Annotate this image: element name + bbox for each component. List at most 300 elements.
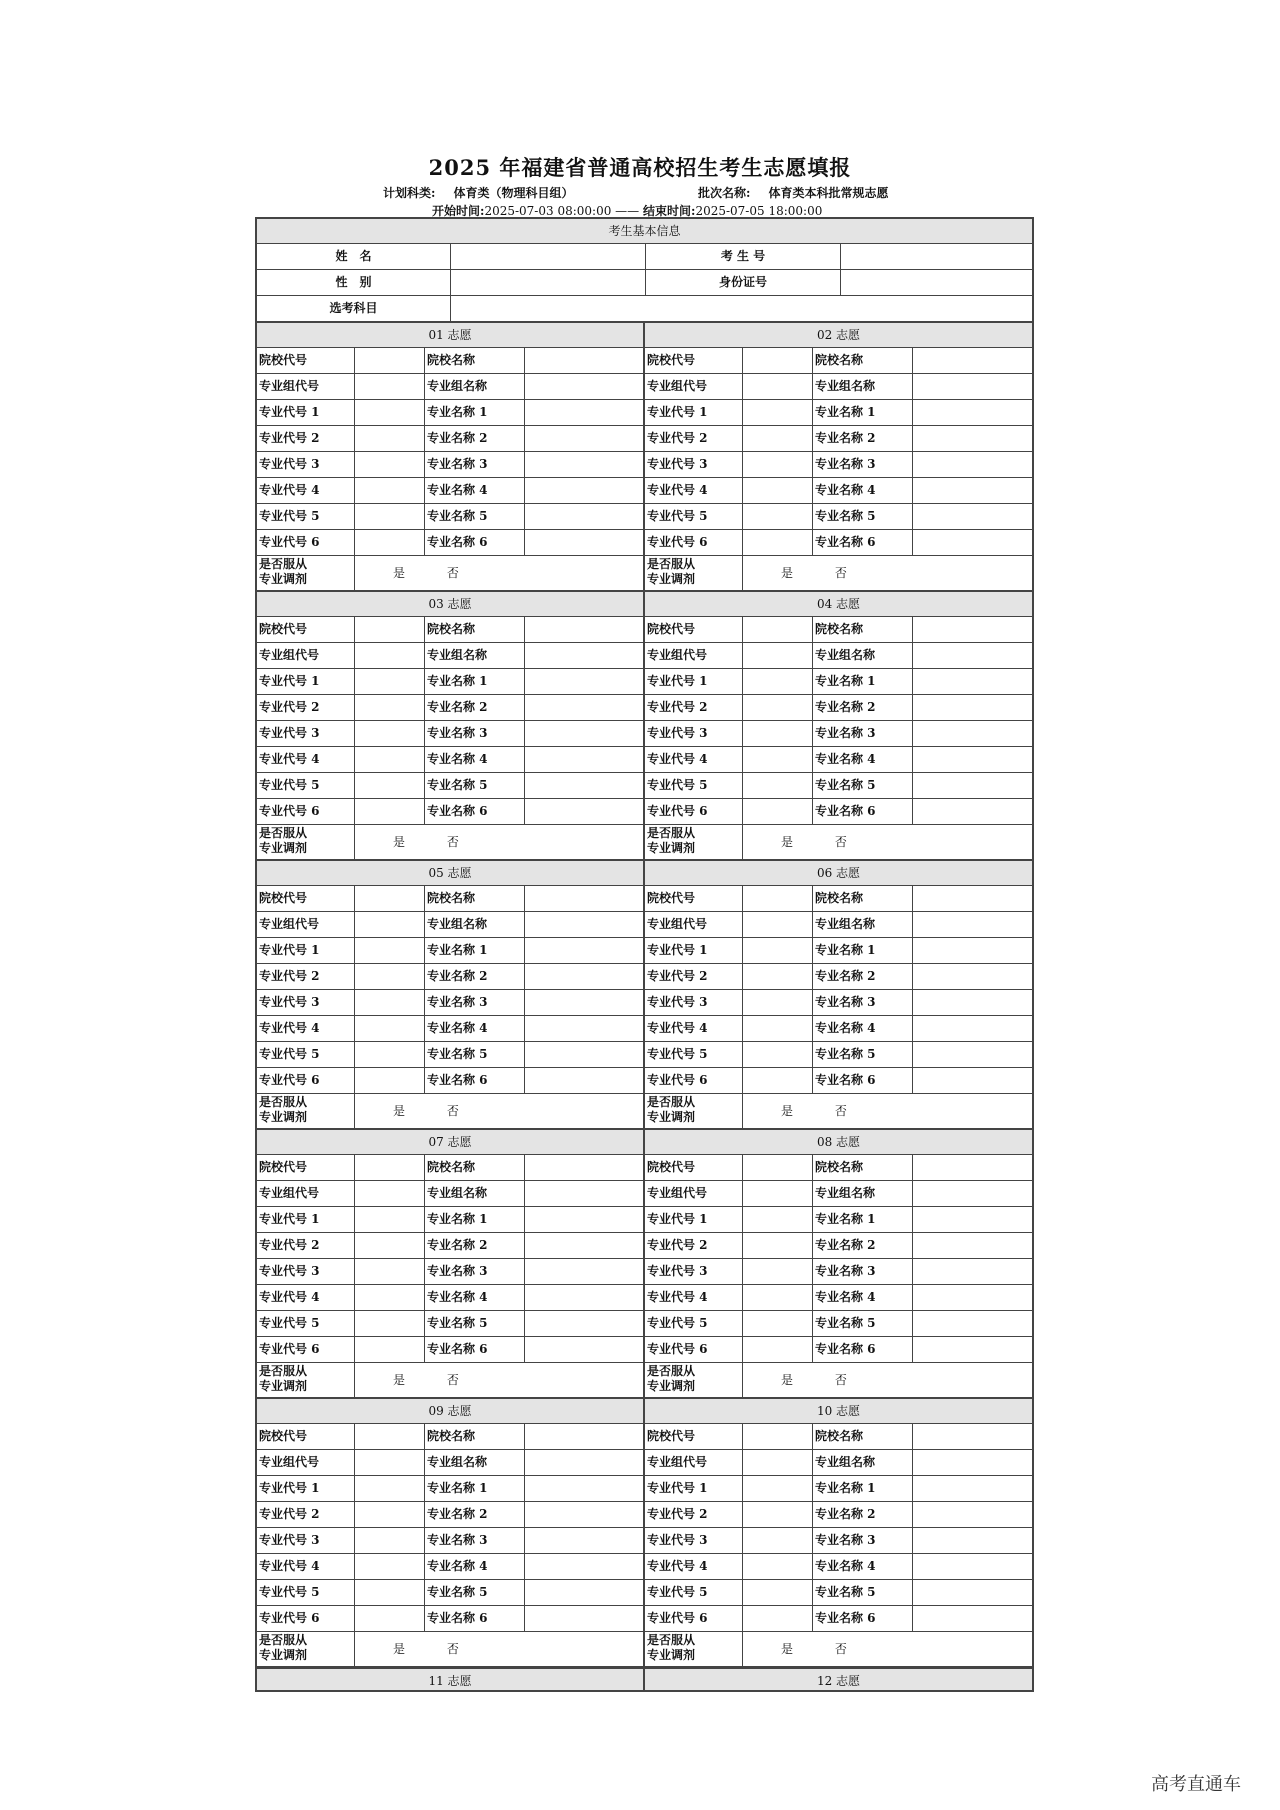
major-name-field[interactable] [913, 1233, 1032, 1258]
major-name-label: 专业名称 1 [425, 1207, 525, 1232]
major-name-label: 专业名称 3 [813, 721, 913, 746]
major-name-label: 专业名称 1 [813, 938, 913, 963]
table-row [257, 799, 643, 825]
major-code-field[interactable] [743, 1311, 813, 1336]
adjust-row [645, 1363, 1032, 1397]
group-name-field[interactable] [913, 912, 1032, 937]
school-name-field[interactable] [913, 348, 1032, 373]
group-code-field[interactable] [743, 374, 813, 399]
school-code-field[interactable] [355, 348, 425, 373]
major-name-field[interactable] [913, 504, 1032, 529]
group-name-field[interactable] [913, 643, 1032, 668]
gender-field[interactable] [451, 270, 646, 295]
major-name-field[interactable] [525, 669, 643, 694]
adjust-options [743, 1094, 1032, 1128]
major-name-field[interactable] [913, 530, 1032, 555]
adjust-label-line2: 专业调剂 [259, 1648, 308, 1662]
adjust-row [257, 1094, 643, 1128]
school-name-field[interactable] [913, 886, 1032, 911]
major-name-field[interactable] [525, 721, 643, 746]
adjust-no-option[interactable]: 否 [834, 1104, 847, 1118]
adjust-yes-option[interactable]: 是 [393, 1642, 406, 1656]
major-name-label: 专业名称 5 [425, 1042, 525, 1067]
major-code-field[interactable] [743, 1233, 813, 1258]
group-code-label: 专业组代号 [645, 643, 743, 668]
major-code-field[interactable] [355, 1528, 425, 1553]
major-name-label: 专业名称 5 [425, 1580, 525, 1605]
major-name-field[interactable] [913, 1042, 1032, 1067]
group-name-label: 专业组名称 [425, 643, 525, 668]
adjust-yes-option[interactable]: 是 [393, 566, 406, 580]
major-code-field[interactable] [355, 452, 425, 477]
major-name-field[interactable] [913, 1580, 1032, 1605]
major-code-label: 专业代号 3 [645, 452, 743, 477]
major-code-field[interactable] [355, 1285, 425, 1310]
major-code-field[interactable] [743, 964, 813, 989]
table-row [645, 1016, 1032, 1042]
major-code-field[interactable] [355, 964, 425, 989]
major-name-label: 专业名称 1 [813, 400, 913, 425]
major-code-label: 专业代号 5 [645, 1580, 743, 1605]
adjust-label [645, 1094, 743, 1128]
major-code-field[interactable] [355, 1476, 425, 1501]
major-code-field[interactable] [743, 721, 813, 746]
group-code-field[interactable] [743, 643, 813, 668]
major-code-field[interactable] [355, 1580, 425, 1605]
group-name-label: 专业组名称 [813, 1181, 913, 1206]
group-code-label: 专业组代号 [645, 1450, 743, 1475]
major-code-field[interactable] [355, 695, 425, 720]
major-name-label: 专业名称 1 [813, 1207, 913, 1232]
major-name-label: 专业名称 1 [813, 1476, 913, 1501]
adjust-label-line2: 专业调剂 [259, 1379, 308, 1393]
major-name-label: 专业名称 4 [425, 747, 525, 772]
basic-row [257, 244, 1032, 270]
major-name-field[interactable] [913, 695, 1032, 720]
table-row [257, 530, 643, 556]
school-code-field[interactable] [743, 348, 813, 373]
major-code-field[interactable] [355, 1606, 425, 1631]
adjust-no-option[interactable]: 否 [446, 1373, 459, 1387]
major-code-field[interactable] [355, 990, 425, 1015]
major-name-field[interactable] [525, 695, 643, 720]
group-code-field[interactable] [743, 912, 813, 937]
group-code-field[interactable] [355, 1450, 425, 1475]
major-name-field[interactable] [525, 1068, 643, 1093]
major-code-field[interactable] [743, 1528, 813, 1553]
choice-header: 07 志愿 [257, 1130, 643, 1155]
time-separator: —— [615, 204, 640, 218]
exam-no-field[interactable] [841, 244, 1032, 269]
major-name-field[interactable] [525, 530, 643, 555]
major-name-field[interactable] [913, 1207, 1032, 1232]
major-code-field[interactable] [355, 1337, 425, 1362]
school-name-label: 院校名称 [425, 617, 525, 642]
major-name-field[interactable] [913, 1528, 1032, 1553]
major-name-field[interactable] [525, 1528, 643, 1553]
adjust-yes-option[interactable]: 是 [781, 1642, 794, 1656]
major-name-label: 专业名称 3 [425, 721, 525, 746]
adjust-no-option[interactable]: 否 [446, 1642, 459, 1656]
major-code-field[interactable] [743, 530, 813, 555]
adjust-options [355, 556, 643, 590]
major-code-label: 专业代号 4 [645, 478, 743, 503]
major-code-field[interactable] [355, 747, 425, 772]
adjust-yes-option[interactable]: 是 [781, 1104, 794, 1118]
group-name-label: 专业组名称 [813, 643, 913, 668]
major-name-field[interactable] [525, 938, 643, 963]
major-code-field[interactable] [743, 1476, 813, 1501]
major-name-label: 专业名称 4 [425, 478, 525, 503]
school-name-field[interactable] [525, 886, 643, 911]
choice-block [644, 323, 1034, 592]
group-name-field[interactable] [525, 643, 643, 668]
group-code-label: 专业组代号 [257, 374, 355, 399]
major-code-field[interactable] [743, 1259, 813, 1284]
major-name-label: 专业名称 3 [425, 1259, 525, 1284]
major-name-label: 专业名称 5 [813, 504, 913, 529]
major-code-field[interactable] [743, 1580, 813, 1605]
adjust-label-line2: 专业调剂 [647, 1110, 696, 1124]
major-code-field[interactable] [743, 1554, 813, 1579]
major-name-field[interactable] [525, 1233, 643, 1258]
adjust-yes-option[interactable]: 是 [393, 835, 406, 849]
major-name-field[interactable] [525, 400, 643, 425]
major-name-label: 专业名称 3 [813, 1259, 913, 1284]
major-name-field[interactable] [913, 721, 1032, 746]
major-name-field[interactable] [913, 1502, 1032, 1527]
major-code-field[interactable] [355, 1042, 425, 1067]
major-code-field[interactable] [355, 1233, 425, 1258]
group-name-field[interactable] [525, 1450, 643, 1475]
major-name-field[interactable] [913, 1606, 1032, 1631]
adjust-options [743, 1363, 1032, 1397]
major-code-field[interactable] [743, 773, 813, 798]
major-code-field[interactable] [743, 799, 813, 824]
major-name-field[interactable] [525, 1554, 643, 1579]
major-code-label: 专业代号 6 [257, 1068, 355, 1093]
table-row [257, 504, 643, 530]
group-name-field[interactable] [525, 912, 643, 937]
school-code-label: 院校代号 [645, 617, 743, 642]
plan-subject-value: 体育类（物理科目组） [453, 186, 574, 200]
major-code-field[interactable] [355, 1016, 425, 1041]
major-name-field[interactable] [525, 1337, 643, 1362]
choice-header: 02 志愿 [645, 323, 1032, 348]
adjust-label [257, 825, 355, 859]
major-code-field[interactable] [743, 747, 813, 772]
major-code-field[interactable] [743, 1337, 813, 1362]
major-code-field[interactable] [743, 1285, 813, 1310]
major-code-field[interactable] [743, 400, 813, 425]
major-name-field[interactable] [525, 426, 643, 451]
major-name-label: 专业名称 4 [425, 1285, 525, 1310]
major-name-field[interactable] [525, 1016, 643, 1041]
school-name-field[interactable] [525, 617, 643, 642]
major-name-label: 专业名称 2 [425, 1233, 525, 1258]
major-name-field[interactable] [525, 504, 643, 529]
adjust-no-option[interactable]: 否 [834, 835, 847, 849]
school-name-field[interactable] [525, 1424, 643, 1449]
table-row [257, 1155, 643, 1181]
major-code-field[interactable] [355, 938, 425, 963]
major-name-field[interactable] [913, 478, 1032, 503]
major-code-field[interactable] [355, 1554, 425, 1579]
major-code-field[interactable] [743, 1068, 813, 1093]
major-name-label: 专业名称 3 [813, 990, 913, 1015]
group-code-field[interactable] [743, 1450, 813, 1475]
choice-header: 08 志愿 [645, 1130, 1032, 1155]
major-code-label: 专业代号 6 [257, 799, 355, 824]
school-code-field[interactable] [743, 1155, 813, 1180]
major-code-label: 专业代号 5 [257, 504, 355, 529]
table-row [257, 669, 643, 695]
school-name-field[interactable] [913, 617, 1032, 642]
adjust-yes-option[interactable]: 是 [393, 1373, 406, 1387]
major-code-label: 专业代号 3 [257, 452, 355, 477]
major-code-label: 专业代号 5 [257, 773, 355, 798]
major-code-field[interactable] [743, 1502, 813, 1527]
major-code-field[interactable] [743, 669, 813, 694]
group-name-field[interactable] [913, 1450, 1032, 1475]
major-name-label: 专业名称 3 [425, 452, 525, 477]
major-name-field[interactable] [525, 799, 643, 824]
basic-info-section [255, 217, 1034, 323]
table-row [645, 1476, 1032, 1502]
major-name-field[interactable] [525, 1606, 643, 1631]
group-code-field[interactable] [355, 912, 425, 937]
major-name-label: 专业名称 3 [425, 990, 525, 1015]
major-name-field[interactable] [525, 1502, 643, 1527]
adjust-no-option[interactable]: 否 [834, 566, 847, 580]
major-code-field[interactable] [355, 426, 425, 451]
school-name-field[interactable] [525, 348, 643, 373]
subjects-field[interactable] [451, 296, 1032, 321]
major-name-field[interactable] [525, 1042, 643, 1067]
table-row [645, 938, 1032, 964]
major-code-field[interactable] [355, 478, 425, 503]
school-code-field[interactable] [743, 886, 813, 911]
major-code-label: 专业代号 3 [257, 1259, 355, 1284]
major-code-field[interactable] [355, 799, 425, 824]
major-name-label: 专业名称 5 [813, 1042, 913, 1067]
major-name-field[interactable] [913, 799, 1032, 824]
adjust-yes-option[interactable]: 是 [393, 1104, 406, 1118]
major-code-field[interactable] [355, 504, 425, 529]
choice-header: 12 志愿 [644, 1668, 1034, 1692]
major-name-field[interactable] [913, 1016, 1032, 1041]
major-code-field[interactable] [355, 1207, 425, 1232]
major-name-field[interactable] [525, 773, 643, 798]
choice-block [255, 592, 644, 861]
major-name-field[interactable] [913, 669, 1032, 694]
major-code-field[interactable] [743, 1606, 813, 1631]
major-code-label: 专业代号 4 [257, 1285, 355, 1310]
major-code-field[interactable] [743, 695, 813, 720]
watermark: 高考直通车 [1151, 1774, 1241, 1795]
major-code-label: 专业代号 2 [645, 695, 743, 720]
major-code-field[interactable] [355, 669, 425, 694]
adjust-options [355, 1094, 643, 1128]
adjust-label [645, 825, 743, 859]
major-code-field[interactable] [355, 1502, 425, 1527]
choice-grid [255, 323, 1034, 1668]
major-name-field[interactable] [525, 1259, 643, 1284]
table-row [645, 1450, 1032, 1476]
table-row [645, 1606, 1032, 1632]
major-name-field[interactable] [913, 400, 1032, 425]
table-row [257, 452, 643, 478]
major-code-field[interactable] [743, 478, 813, 503]
school-name-field[interactable] [913, 1424, 1032, 1449]
choice-header: 04 志愿 [645, 592, 1032, 617]
major-name-label: 专业名称 2 [813, 1502, 913, 1527]
major-code-label: 专业代号 3 [645, 721, 743, 746]
major-code-field[interactable] [743, 938, 813, 963]
table-row [645, 773, 1032, 799]
adjust-no-option[interactable]: 否 [834, 1373, 847, 1387]
major-name-field[interactable] [525, 1207, 643, 1232]
adjust-yes-option[interactable]: 是 [781, 566, 794, 580]
major-name-field[interactable] [913, 426, 1032, 451]
adjust-label-line2: 专业调剂 [647, 1379, 696, 1393]
school-code-field[interactable] [355, 1424, 425, 1449]
school-code-field[interactable] [743, 617, 813, 642]
group-name-field[interactable] [913, 374, 1032, 399]
major-code-field[interactable] [743, 990, 813, 1015]
major-code-field[interactable] [355, 400, 425, 425]
group-code-field[interactable] [355, 1181, 425, 1206]
major-code-field[interactable] [355, 530, 425, 555]
school-name-field[interactable] [913, 1155, 1032, 1180]
end-value: 2025-07-05 18:00:00 [695, 204, 823, 218]
school-name-label: 院校名称 [813, 1155, 913, 1180]
major-name-label: 专业名称 3 [425, 1528, 525, 1553]
group-code-field[interactable] [743, 1181, 813, 1206]
id-label: 身份证号 [646, 270, 841, 295]
major-name-field[interactable] [525, 1285, 643, 1310]
school-code-field[interactable] [743, 1424, 813, 1449]
adjust-options [355, 1363, 643, 1397]
group-name-field[interactable] [913, 1181, 1032, 1206]
school-code-field[interactable] [355, 886, 425, 911]
table-row [645, 1042, 1032, 1068]
group-code-field[interactable] [355, 374, 425, 399]
major-name-label: 专业名称 6 [425, 799, 525, 824]
major-name-field[interactable] [525, 452, 643, 477]
major-code-field[interactable] [355, 1259, 425, 1284]
table-row [645, 1259, 1032, 1285]
school-code-field[interactable] [355, 1155, 425, 1180]
major-name-field[interactable] [525, 1476, 643, 1501]
major-name-field[interactable] [913, 452, 1032, 477]
major-code-field[interactable] [743, 504, 813, 529]
table-row [257, 1528, 643, 1554]
choice-block [255, 323, 644, 592]
major-code-label: 专业代号 3 [645, 990, 743, 1015]
major-code-field[interactable] [743, 1016, 813, 1041]
adjust-no-option[interactable]: 否 [834, 1642, 847, 1656]
major-code-label: 专业代号 3 [257, 990, 355, 1015]
name-field[interactable] [451, 244, 646, 269]
batch-label: 批次名称: [698, 186, 751, 200]
adjust-no-option[interactable]: 否 [446, 835, 459, 849]
major-code-label: 专业代号 3 [257, 1528, 355, 1553]
table-row [257, 938, 643, 964]
major-name-field[interactable] [913, 1337, 1032, 1362]
table-row [645, 747, 1032, 773]
major-name-field[interactable] [913, 1311, 1032, 1336]
adjust-no-option[interactable]: 否 [446, 566, 459, 580]
group-name-field[interactable] [525, 374, 643, 399]
major-name-label: 专业名称 6 [813, 799, 913, 824]
school-name-field[interactable] [525, 1155, 643, 1180]
major-code-label: 专业代号 6 [645, 1068, 743, 1093]
major-name-field[interactable] [913, 964, 1032, 989]
table-row [645, 1337, 1032, 1363]
major-code-field[interactable] [743, 452, 813, 477]
major-name-field[interactable] [525, 1311, 643, 1336]
major-name-field[interactable] [525, 478, 643, 503]
start-value: 2025-07-03 08:00:00 [484, 204, 612, 218]
id-field[interactable] [841, 270, 1032, 295]
major-name-field[interactable] [913, 938, 1032, 963]
major-name-field[interactable] [913, 773, 1032, 798]
group-code-field[interactable] [355, 643, 425, 668]
major-code-field[interactable] [355, 1068, 425, 1093]
major-name-field[interactable] [913, 747, 1032, 772]
adjust-yes-option[interactable]: 是 [781, 1373, 794, 1387]
major-name-field[interactable] [525, 990, 643, 1015]
table-row [645, 1233, 1032, 1259]
choice-header: 10 志愿 [645, 1399, 1032, 1424]
major-name-field[interactable] [913, 1259, 1032, 1284]
adjust-label-line2: 专业调剂 [259, 572, 308, 586]
major-code-field[interactable] [355, 1311, 425, 1336]
major-name-field[interactable] [525, 747, 643, 772]
major-name-field[interactable] [913, 1554, 1032, 1579]
major-code-label: 专业代号 6 [257, 1337, 355, 1362]
major-code-field[interactable] [743, 426, 813, 451]
major-name-field[interactable] [525, 964, 643, 989]
major-name-label: 专业名称 2 [813, 1233, 913, 1258]
adjust-yes-option[interactable]: 是 [781, 835, 794, 849]
table-row [257, 1424, 643, 1450]
major-name-field[interactable] [913, 1476, 1032, 1501]
group-name-field[interactable] [525, 1181, 643, 1206]
table-row [257, 1233, 643, 1259]
table-row [645, 1181, 1032, 1207]
major-code-label: 专业代号 1 [257, 669, 355, 694]
school-code-field[interactable] [355, 617, 425, 642]
major-code-field[interactable] [743, 1207, 813, 1232]
adjust-label-line1: 是否服从 [259, 1633, 308, 1647]
adjust-no-option[interactable]: 否 [446, 1104, 459, 1118]
major-name-label: 专业名称 5 [813, 1311, 913, 1336]
major-name-field[interactable] [525, 1580, 643, 1605]
major-name-field[interactable] [913, 1068, 1032, 1093]
major-code-field[interactable] [355, 773, 425, 798]
batch-value: 体育类本科批常规志愿 [768, 186, 889, 200]
table-row [645, 1580, 1032, 1606]
major-name-field[interactable] [913, 990, 1032, 1015]
table-row [645, 1068, 1032, 1094]
major-code-field[interactable] [743, 1042, 813, 1067]
choice-header: 03 志愿 [257, 592, 643, 617]
major-code-field[interactable] [355, 721, 425, 746]
major-code-label: 专业代号 3 [257, 721, 355, 746]
major-name-field[interactable] [913, 1285, 1032, 1310]
